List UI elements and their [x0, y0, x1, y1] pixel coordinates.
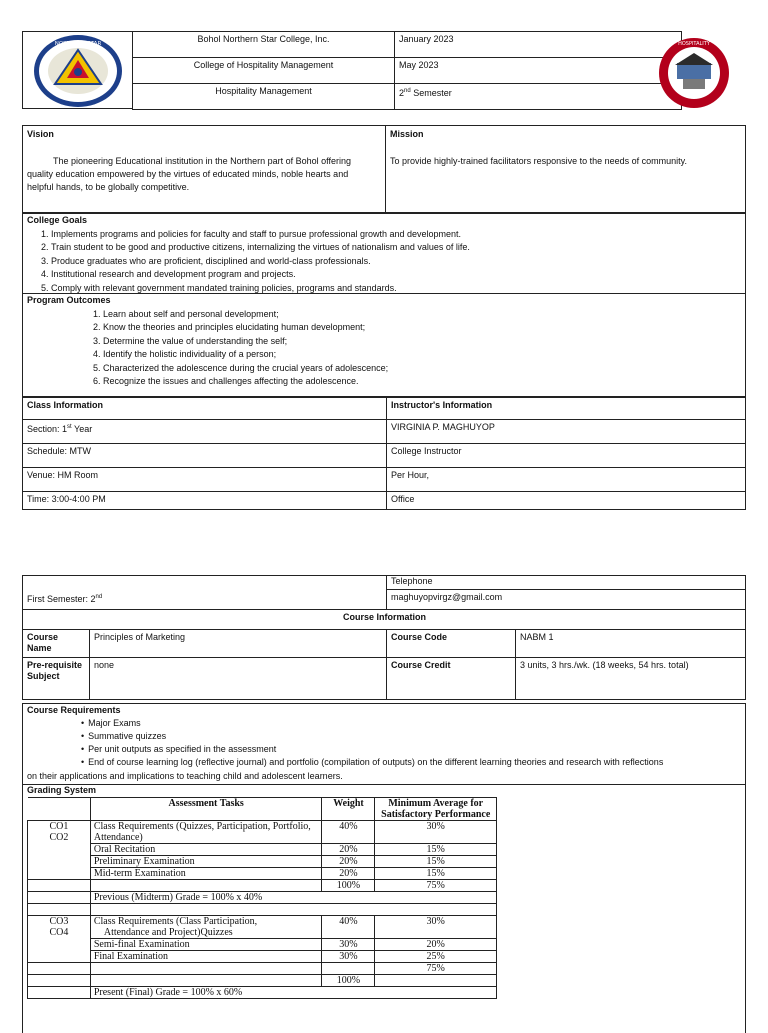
grade-total-min: 75%	[375, 963, 497, 975]
grade-min: 30%	[375, 821, 497, 844]
first-semester-cell: First Semester: 2nd	[23, 590, 387, 610]
header-block	[22, 31, 744, 109]
goal-item: 1. Implements programs and policies for faculty and staff to pursue professional growth and development.	[51, 228, 751, 241]
requirements-box	[22, 703, 746, 1033]
requirement-item: • Major Exams	[81, 717, 768, 730]
grade-task: Final Examination	[90, 951, 322, 963]
course-requirements-list	[23, 717, 768, 769]
mission-title: Mission	[390, 129, 424, 139]
instructor-position: College Instructor	[387, 444, 746, 468]
grade-weight: 40%	[322, 821, 375, 844]
college-goals-list	[23, 228, 751, 295]
instructor-office: Office	[387, 492, 746, 510]
requirement-item: • Per unit outputs as specified in the assessment	[81, 743, 768, 756]
course-credit-label: Course Credit	[387, 658, 516, 700]
grade-total-min: 75%	[375, 880, 497, 892]
department-name: College of Hospitality Management	[133, 58, 395, 84]
college-seal-logo	[22, 31, 132, 109]
program-outcomes-list	[75, 308, 743, 388]
grade-min: 15%	[375, 844, 497, 856]
course-code-label: Course Code	[387, 630, 516, 658]
outcomes-box	[22, 293, 746, 397]
requirement-continuation: on their applications and implications to teaching child and adolescent learners.	[27, 771, 343, 781]
vision-text: The pioneering Educational institution in the Northern part of Bohol offering quality education empowered by the virtues of educated minds, noble hearts and helpful hands, to be globally competitive.	[27, 156, 352, 192]
outcome-item: 5. Characterized the adolescence during the crucial years of adolescence;	[103, 362, 743, 375]
grade-task: Class Requirements (Quizzes, Participation, Portfolio, Attendance)	[90, 821, 322, 844]
min-average-header: Minimum Average for Satisfactory Performance	[375, 798, 497, 821]
course-code-value: NABM 1	[516, 630, 746, 658]
grade-min: 20%	[375, 939, 497, 951]
prereq-label: Pre-requisite Subject	[23, 658, 90, 700]
requirement-item: • End of course learning log (reflective journal) and portfolio (compilation of outputs) on the different learning theories and research with reflections	[81, 756, 768, 769]
weight-header: Weight	[322, 798, 375, 821]
grade-task: Preliminary Examination	[90, 856, 322, 868]
venue-cell: Venue: HM Room	[23, 468, 387, 492]
outcome-item: 1. Learn about self and personal development;	[103, 308, 743, 321]
vision-mission-box	[22, 125, 746, 213]
grade-task: Class Requirements (Class Participation, Attendance and Project)Quizzes	[90, 916, 322, 939]
goal-item: 2. Train student to be good and productive citizens, internalizing the virtues of nationalism and values of life.	[51, 241, 751, 254]
course-info-table	[22, 575, 746, 700]
instructor-name: VIRGINIA P. MAGHUYOP	[387, 420, 746, 444]
co-codes-midterm: CO1 CO2	[28, 821, 91, 880]
grade-task: Oral Recitation	[90, 844, 322, 856]
assessment-tasks-header: Assessment Tasks	[90, 798, 322, 821]
goal-item: 4. Institutional research and development program and projects.	[51, 268, 751, 281]
time-cell: Time: 3:00-4:00 PM	[23, 492, 387, 510]
college-name: Bohol Northern Star College, Inc.	[133, 32, 395, 58]
instructor-info-title: Instructor's Information	[387, 398, 746, 420]
grade-weight: 20%	[322, 856, 375, 868]
header-table	[132, 31, 682, 110]
svg-text:HOSPITALITY: HOSPITALITY	[678, 41, 710, 47]
goals-box	[22, 213, 746, 294]
co-codes-final: CO3 CO4	[28, 916, 91, 963]
outcome-item: 2. Know the theories and principles elucidating human development;	[103, 321, 743, 334]
class-instructor-table	[22, 397, 746, 510]
section-cell: Section: 1st Year	[23, 420, 387, 444]
outcome-item: 3. Determine the value of understanding the self;	[103, 335, 743, 348]
semester-cell: 2nd Semester	[395, 84, 682, 110]
grade-weight: 30%	[322, 951, 375, 963]
course-credit-value: 3 units, 3 hrs./wk. (18 weeks, 54 hrs. total)	[516, 658, 746, 700]
grade-weight: 20%	[322, 844, 375, 856]
grade-weight: 30%	[322, 939, 375, 951]
date-january: January 2023	[395, 32, 682, 58]
class-info-title: Class Information	[23, 398, 387, 420]
svg-text:NORTHERN STAR: NORTHERN STAR	[54, 41, 102, 47]
grade-total-weight: 100%	[322, 880, 375, 892]
schedule-cell: Schedule: MTW	[23, 444, 387, 468]
grade-total-weight: 100%	[322, 975, 375, 987]
goal-item: 3. Produce graduates who are proficient, disciplined and world-class professionals.	[51, 255, 751, 268]
grade-min: 25%	[375, 951, 497, 963]
grading-table	[27, 797, 497, 999]
goal-item: 5. Comply with relevant government mandated training policies, programs and standards.	[51, 282, 751, 295]
final-grade-formula: Present (Final) Grade = 100% x 60%	[90, 987, 496, 999]
outcome-item: 6. Recognize the issues and challenges affecting the adolescence.	[103, 375, 743, 388]
course-requirements-title: Course Requirements	[27, 705, 121, 715]
hospitality-logo	[655, 37, 733, 109]
course-name-label: Course Name	[23, 630, 90, 658]
grade-min: 15%	[375, 868, 497, 880]
requirement-item: • Summative quizzes	[81, 730, 768, 743]
grade-task: Mid-term Examination	[90, 868, 322, 880]
instructor-status: Per Hour,	[387, 468, 746, 492]
telephone-label: Telephone	[387, 576, 746, 590]
course-information-heading: Course Information	[23, 610, 746, 630]
mission-text: To provide highly-trained facilitators responsive to the needs of community.	[390, 156, 687, 166]
midterm-grade-formula: Previous (Midterm) Grade = 100% x 40%	[90, 892, 496, 904]
program-outcomes-title: Program Outcomes	[27, 295, 111, 305]
date-may: May 2023	[395, 58, 682, 84]
grade-weight: 20%	[322, 868, 375, 880]
course-name-value: Principles of Marketing	[90, 630, 387, 658]
grade-min: 15%	[375, 856, 497, 868]
vision-title: Vision	[27, 129, 54, 139]
college-goals-title: College Goals	[27, 215, 88, 225]
grade-min: 30%	[375, 916, 497, 939]
grading-system-title: Grading System	[27, 785, 97, 795]
program-name: Hospitality Management	[133, 84, 395, 110]
email-cell: maghuyopvirgz@gmail.com	[387, 590, 746, 610]
outcome-item: 4. Identify the holistic individuality of a person;	[103, 348, 743, 361]
grade-task: Semi-final Examination	[90, 939, 322, 951]
grade-weight: 40%	[322, 916, 375, 939]
prereq-value: none	[90, 658, 387, 700]
